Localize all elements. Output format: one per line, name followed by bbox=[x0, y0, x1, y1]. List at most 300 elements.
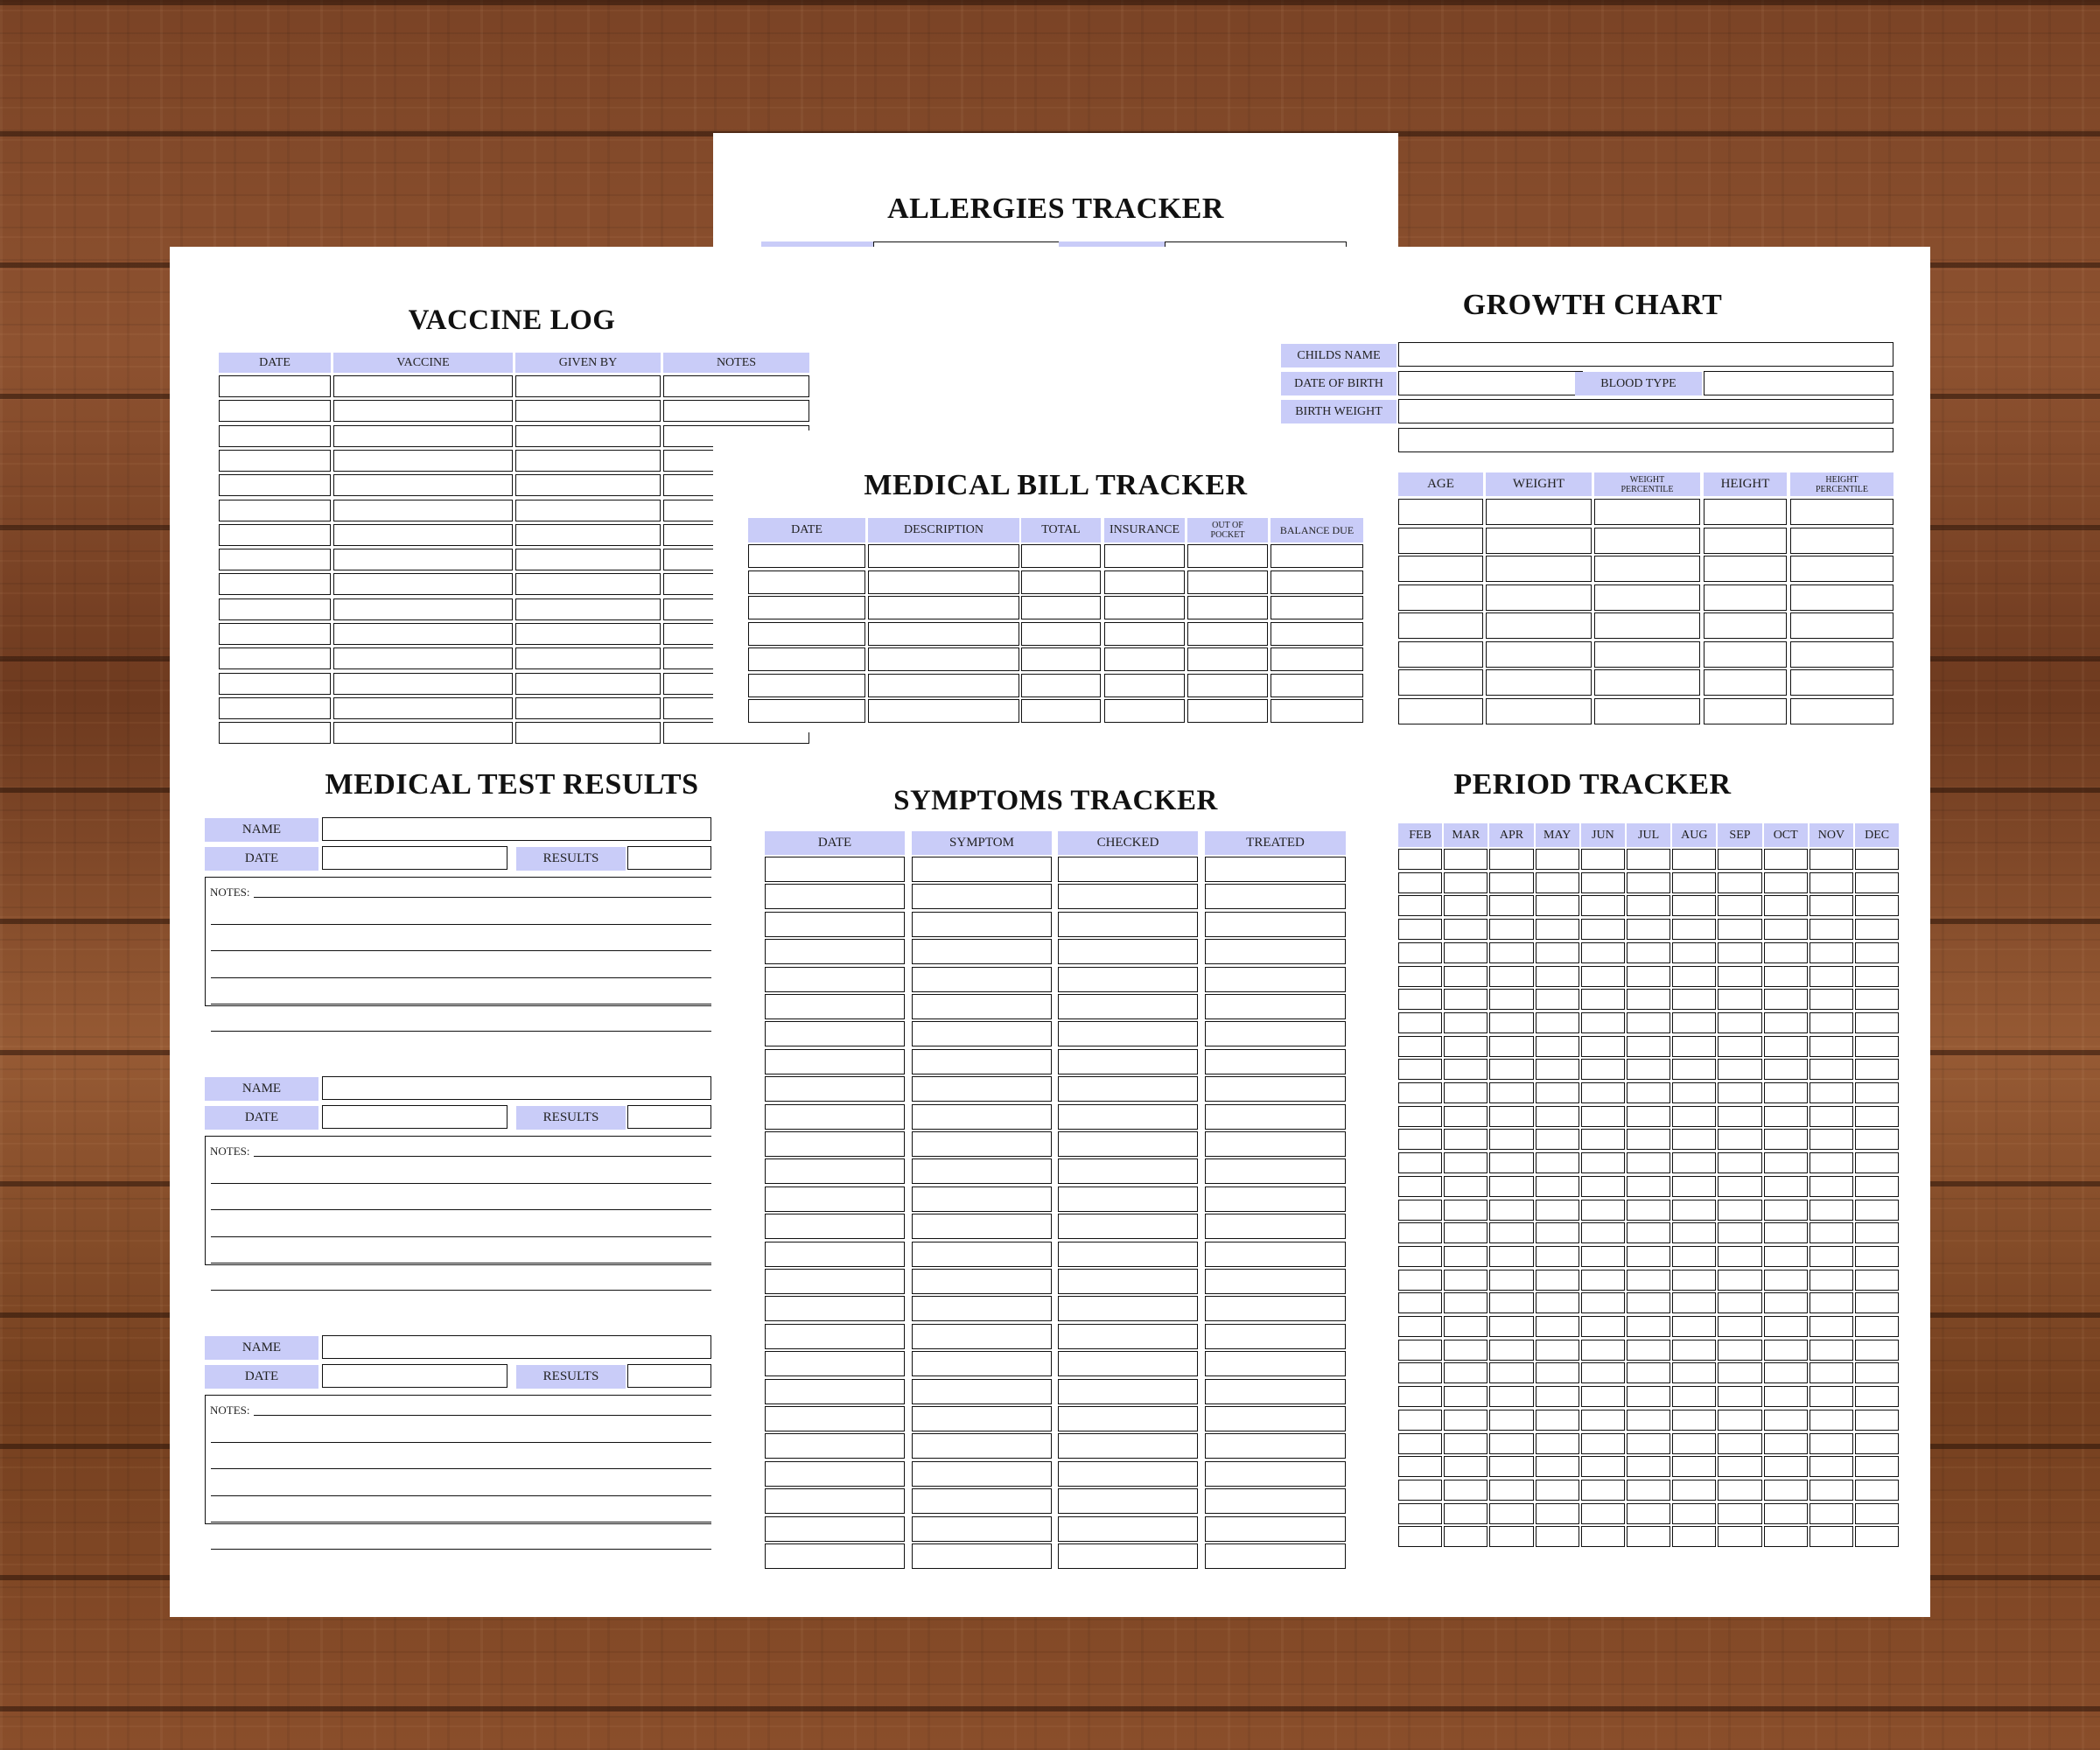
period-day-cell[interactable] bbox=[1581, 942, 1625, 963]
period-day-cell[interactable] bbox=[1855, 1129, 1899, 1150]
period-day-cell[interactable] bbox=[1672, 1036, 1716, 1057]
period-day-cell[interactable] bbox=[1672, 1386, 1716, 1407]
symptom-cell[interactable] bbox=[912, 857, 1052, 882]
period-day-cell[interactable] bbox=[1855, 1480, 1899, 1501]
period-day-cell[interactable] bbox=[1627, 849, 1670, 870]
symptom-cell[interactable] bbox=[1058, 1186, 1198, 1212]
period-day-cell[interactable] bbox=[1536, 1340, 1579, 1361]
growth-cell[interactable] bbox=[1594, 698, 1700, 724]
period-day-cell[interactable] bbox=[1855, 989, 1899, 1010]
period-day-cell[interactable] bbox=[1581, 1246, 1625, 1267]
period-day-cell[interactable] bbox=[1489, 1082, 1533, 1103]
symptom-cell[interactable] bbox=[1205, 1351, 1346, 1376]
period-day-cell[interactable] bbox=[1489, 1059, 1533, 1080]
bill-cell[interactable] bbox=[1187, 596, 1268, 620]
bill-cell[interactable] bbox=[748, 544, 865, 568]
bill-cell[interactable] bbox=[1021, 596, 1101, 620]
test-results-field[interactable] bbox=[627, 1105, 711, 1129]
period-day-cell[interactable] bbox=[1810, 1200, 1853, 1221]
bill-cell[interactable] bbox=[1270, 648, 1363, 671]
period-day-cell[interactable] bbox=[1718, 1386, 1761, 1407]
period-day-cell[interactable] bbox=[1536, 1386, 1579, 1407]
period-day-cell[interactable] bbox=[1718, 966, 1761, 987]
period-day-cell[interactable] bbox=[1627, 1316, 1670, 1337]
period-day-cell[interactable] bbox=[1718, 1456, 1761, 1477]
bill-cell[interactable] bbox=[1104, 699, 1185, 723]
period-day-cell[interactable] bbox=[1718, 989, 1761, 1010]
growth-cell[interactable] bbox=[1594, 528, 1700, 554]
period-day-cell[interactable] bbox=[1536, 1410, 1579, 1431]
period-day-cell[interactable] bbox=[1764, 1059, 1808, 1080]
symptom-cell[interactable] bbox=[912, 1214, 1052, 1239]
period-day-cell[interactable] bbox=[1764, 1386, 1808, 1407]
period-day-cell[interactable] bbox=[1810, 919, 1853, 940]
symptom-cell[interactable] bbox=[912, 1488, 1052, 1514]
period-day-cell[interactable] bbox=[1718, 1433, 1761, 1454]
symptom-cell[interactable] bbox=[912, 912, 1052, 937]
symptom-cell[interactable] bbox=[1058, 1488, 1198, 1514]
period-day-cell[interactable] bbox=[1536, 919, 1579, 940]
period-day-cell[interactable] bbox=[1444, 919, 1488, 940]
childs-name-field[interactable] bbox=[1398, 342, 1894, 367]
period-day-cell[interactable] bbox=[1581, 1152, 1625, 1173]
bill-cell[interactable] bbox=[1270, 596, 1363, 620]
period-day-cell[interactable] bbox=[1672, 1270, 1716, 1291]
period-day-cell[interactable] bbox=[1855, 919, 1899, 940]
period-day-cell[interactable] bbox=[1444, 1012, 1488, 1033]
symptom-cell[interactable] bbox=[1058, 1351, 1198, 1376]
period-day-cell[interactable] bbox=[1672, 1433, 1716, 1454]
period-day-cell[interactable] bbox=[1672, 1410, 1716, 1431]
period-day-cell[interactable] bbox=[1398, 942, 1442, 963]
period-day-cell[interactable] bbox=[1810, 1222, 1853, 1243]
period-day-cell[interactable] bbox=[1672, 942, 1716, 963]
period-day-cell[interactable] bbox=[1444, 849, 1488, 870]
period-day-cell[interactable] bbox=[1581, 919, 1625, 940]
symptom-cell[interactable] bbox=[1205, 1021, 1346, 1046]
vaccine-cell[interactable] bbox=[515, 450, 661, 472]
period-day-cell[interactable] bbox=[1810, 1059, 1853, 1080]
symptom-cell[interactable] bbox=[912, 1242, 1052, 1267]
period-day-cell[interactable] bbox=[1398, 966, 1442, 987]
period-day-cell[interactable] bbox=[1398, 1200, 1442, 1221]
period-day-cell[interactable] bbox=[1398, 1129, 1442, 1150]
vaccine-cell[interactable] bbox=[333, 450, 513, 472]
period-day-cell[interactable] bbox=[1764, 1410, 1808, 1431]
symptom-cell[interactable] bbox=[912, 1544, 1052, 1569]
growth-cell[interactable] bbox=[1594, 612, 1700, 639]
vaccine-cell[interactable] bbox=[515, 474, 661, 496]
vaccine-cell[interactable] bbox=[663, 400, 809, 422]
vaccine-cell[interactable] bbox=[515, 573, 661, 595]
period-day-cell[interactable] bbox=[1855, 1200, 1899, 1221]
period-day-cell[interactable] bbox=[1764, 966, 1808, 987]
symptom-cell[interactable] bbox=[765, 1488, 905, 1514]
vaccine-cell[interactable] bbox=[219, 425, 331, 447]
growth-cell[interactable] bbox=[1790, 669, 1894, 696]
symptom-cell[interactable] bbox=[765, 994, 905, 1019]
period-day-cell[interactable] bbox=[1627, 1362, 1670, 1383]
period-day-cell[interactable] bbox=[1718, 1152, 1761, 1173]
test-date-field[interactable] bbox=[322, 1105, 508, 1129]
bill-cell[interactable] bbox=[748, 648, 865, 671]
symptom-cell[interactable] bbox=[765, 1104, 905, 1130]
symptom-cell[interactable] bbox=[1205, 1461, 1346, 1487]
symptom-cell[interactable] bbox=[765, 857, 905, 882]
period-day-cell[interactable] bbox=[1764, 1200, 1808, 1221]
period-day-cell[interactable] bbox=[1672, 1200, 1716, 1221]
bill-cell[interactable] bbox=[868, 674, 1019, 697]
period-day-cell[interactable] bbox=[1489, 1456, 1533, 1477]
period-day-cell[interactable] bbox=[1672, 1246, 1716, 1267]
period-day-cell[interactable] bbox=[1444, 1036, 1488, 1057]
period-day-cell[interactable] bbox=[1810, 1036, 1853, 1057]
period-day-cell[interactable] bbox=[1855, 1222, 1899, 1243]
growth-cell[interactable] bbox=[1486, 584, 1592, 611]
symptom-cell[interactable] bbox=[912, 1049, 1052, 1074]
period-day-cell[interactable] bbox=[1718, 1340, 1761, 1361]
period-day-cell[interactable] bbox=[1672, 1106, 1716, 1127]
period-day-cell[interactable] bbox=[1581, 1340, 1625, 1361]
symptom-cell[interactable] bbox=[1205, 884, 1346, 909]
period-day-cell[interactable] bbox=[1627, 1480, 1670, 1501]
vaccine-cell[interactable] bbox=[333, 474, 513, 496]
symptom-cell[interactable] bbox=[1058, 1461, 1198, 1487]
period-day-cell[interactable] bbox=[1627, 1456, 1670, 1477]
symptom-cell[interactable] bbox=[912, 1406, 1052, 1432]
period-day-cell[interactable] bbox=[1810, 849, 1853, 870]
period-day-cell[interactable] bbox=[1398, 1526, 1442, 1547]
period-day-cell[interactable] bbox=[1398, 1082, 1442, 1103]
symptom-cell[interactable] bbox=[765, 884, 905, 909]
period-day-cell[interactable] bbox=[1444, 872, 1488, 893]
symptom-cell[interactable] bbox=[1058, 1433, 1198, 1459]
period-day-cell[interactable] bbox=[1718, 1200, 1761, 1221]
period-day-cell[interactable] bbox=[1672, 1362, 1716, 1383]
symptom-cell[interactable] bbox=[765, 1324, 905, 1349]
period-day-cell[interactable] bbox=[1627, 966, 1670, 987]
period-day-cell[interactable] bbox=[1489, 942, 1533, 963]
period-day-cell[interactable] bbox=[1810, 872, 1853, 893]
vaccine-cell[interactable] bbox=[219, 697, 331, 719]
period-day-cell[interactable] bbox=[1855, 1082, 1899, 1103]
bill-cell[interactable] bbox=[1187, 544, 1268, 568]
vaccine-cell[interactable] bbox=[219, 474, 331, 496]
period-day-cell[interactable] bbox=[1489, 1433, 1533, 1454]
bill-cell[interactable] bbox=[1187, 674, 1268, 697]
period-day-cell[interactable] bbox=[1444, 1480, 1488, 1501]
period-day-cell[interactable] bbox=[1489, 895, 1533, 916]
vaccine-cell[interactable] bbox=[515, 697, 661, 719]
symptom-cell[interactable] bbox=[912, 1516, 1052, 1542]
test-name-field[interactable] bbox=[322, 1335, 711, 1359]
period-day-cell[interactable] bbox=[1489, 1362, 1533, 1383]
test-date-field[interactable] bbox=[322, 1364, 508, 1388]
vaccine-cell[interactable] bbox=[219, 648, 331, 669]
vaccine-cell[interactable] bbox=[219, 722, 331, 744]
symptom-cell[interactable] bbox=[1058, 1544, 1198, 1569]
growth-cell[interactable] bbox=[1790, 584, 1894, 611]
period-day-cell[interactable] bbox=[1536, 849, 1579, 870]
vaccine-cell[interactable] bbox=[515, 648, 661, 669]
symptom-cell[interactable] bbox=[765, 1214, 905, 1239]
symptom-cell[interactable] bbox=[765, 1461, 905, 1487]
period-day-cell[interactable] bbox=[1398, 1012, 1442, 1033]
period-day-cell[interactable] bbox=[1536, 1362, 1579, 1383]
bill-cell[interactable] bbox=[1187, 622, 1268, 646]
period-day-cell[interactable] bbox=[1764, 1480, 1808, 1501]
period-day-cell[interactable] bbox=[1718, 1176, 1761, 1197]
period-day-cell[interactable] bbox=[1398, 1362, 1442, 1383]
growth-cell[interactable] bbox=[1594, 584, 1700, 611]
growth-cell[interactable] bbox=[1790, 499, 1894, 525]
symptom-cell[interactable] bbox=[765, 1351, 905, 1376]
period-day-cell[interactable] bbox=[1581, 1270, 1625, 1291]
period-day-cell[interactable] bbox=[1489, 1129, 1533, 1150]
period-day-cell[interactable] bbox=[1718, 1270, 1761, 1291]
bill-cell[interactable] bbox=[1021, 674, 1101, 697]
period-day-cell[interactable] bbox=[1672, 1480, 1716, 1501]
symptom-cell[interactable] bbox=[765, 1076, 905, 1102]
period-day-cell[interactable] bbox=[1444, 1152, 1488, 1173]
period-day-cell[interactable] bbox=[1672, 872, 1716, 893]
symptom-cell[interactable] bbox=[912, 1131, 1052, 1157]
period-day-cell[interactable] bbox=[1810, 1503, 1853, 1524]
period-day-cell[interactable] bbox=[1581, 1082, 1625, 1103]
vaccine-cell[interactable] bbox=[333, 648, 513, 669]
symptom-cell[interactable] bbox=[1058, 912, 1198, 937]
symptom-cell[interactable] bbox=[1205, 1379, 1346, 1404]
period-day-cell[interactable] bbox=[1536, 1433, 1579, 1454]
period-day-cell[interactable] bbox=[1398, 919, 1442, 940]
period-day-cell[interactable] bbox=[1489, 1480, 1533, 1501]
vaccine-cell[interactable] bbox=[515, 722, 661, 744]
period-day-cell[interactable] bbox=[1718, 895, 1761, 916]
bill-cell[interactable] bbox=[1104, 596, 1185, 620]
growth-cell[interactable] bbox=[1486, 612, 1592, 639]
period-day-cell[interactable] bbox=[1810, 1386, 1853, 1407]
period-day-cell[interactable] bbox=[1810, 1176, 1853, 1197]
period-day-cell[interactable] bbox=[1581, 1316, 1625, 1337]
period-day-cell[interactable] bbox=[1855, 1386, 1899, 1407]
period-day-cell[interactable] bbox=[1855, 966, 1899, 987]
symptom-cell[interactable] bbox=[1205, 1076, 1346, 1102]
vaccine-cell[interactable] bbox=[333, 425, 513, 447]
vaccine-cell[interactable] bbox=[333, 500, 513, 522]
symptom-cell[interactable] bbox=[1058, 1214, 1198, 1239]
period-day-cell[interactable] bbox=[1672, 1129, 1716, 1150]
period-day-cell[interactable] bbox=[1672, 849, 1716, 870]
symptom-cell[interactable] bbox=[912, 967, 1052, 992]
period-day-cell[interactable] bbox=[1581, 1386, 1625, 1407]
growth-cell[interactable] bbox=[1704, 698, 1787, 724]
symptom-cell[interactable] bbox=[1205, 1131, 1346, 1157]
period-day-cell[interactable] bbox=[1398, 989, 1442, 1010]
symptom-cell[interactable] bbox=[1205, 1488, 1346, 1514]
vaccine-cell[interactable] bbox=[515, 400, 661, 422]
bill-cell[interactable] bbox=[1187, 648, 1268, 671]
bill-cell[interactable] bbox=[1021, 699, 1101, 723]
period-day-cell[interactable] bbox=[1764, 1176, 1808, 1197]
period-day-cell[interactable] bbox=[1398, 1059, 1442, 1080]
period-day-cell[interactable] bbox=[1855, 1410, 1899, 1431]
period-day-cell[interactable] bbox=[1398, 1222, 1442, 1243]
period-day-cell[interactable] bbox=[1536, 1503, 1579, 1524]
period-day-cell[interactable] bbox=[1672, 1292, 1716, 1313]
date-of-birth-field[interactable] bbox=[1398, 371, 1583, 396]
period-day-cell[interactable] bbox=[1718, 1246, 1761, 1267]
period-day-cell[interactable] bbox=[1764, 1316, 1808, 1337]
birth-weight-field[interactable] bbox=[1398, 399, 1894, 424]
period-day-cell[interactable] bbox=[1672, 1176, 1716, 1197]
period-day-cell[interactable] bbox=[1810, 1270, 1853, 1291]
period-day-cell[interactable] bbox=[1536, 1526, 1579, 1547]
growth-cell[interactable] bbox=[1486, 698, 1592, 724]
period-day-cell[interactable] bbox=[1581, 1036, 1625, 1057]
period-day-cell[interactable] bbox=[1855, 849, 1899, 870]
period-day-cell[interactable] bbox=[1536, 1456, 1579, 1477]
bill-cell[interactable] bbox=[1187, 570, 1268, 594]
vaccine-cell[interactable] bbox=[219, 623, 331, 645]
period-day-cell[interactable] bbox=[1489, 1503, 1533, 1524]
symptom-cell[interactable] bbox=[912, 1021, 1052, 1046]
growth-cell[interactable] bbox=[1398, 528, 1483, 554]
period-day-cell[interactable] bbox=[1444, 1106, 1488, 1127]
period-day-cell[interactable] bbox=[1855, 1503, 1899, 1524]
symptom-cell[interactable] bbox=[912, 1379, 1052, 1404]
period-day-cell[interactable] bbox=[1672, 1503, 1716, 1524]
period-day-cell[interactable] bbox=[1444, 1503, 1488, 1524]
period-day-cell[interactable] bbox=[1627, 1012, 1670, 1033]
period-day-cell[interactable] bbox=[1627, 989, 1670, 1010]
period-day-cell[interactable] bbox=[1581, 1480, 1625, 1501]
period-day-cell[interactable] bbox=[1810, 1106, 1853, 1127]
period-day-cell[interactable] bbox=[1581, 1503, 1625, 1524]
period-day-cell[interactable] bbox=[1536, 1129, 1579, 1150]
period-day-cell[interactable] bbox=[1398, 1036, 1442, 1057]
period-day-cell[interactable] bbox=[1764, 895, 1808, 916]
period-day-cell[interactable] bbox=[1764, 1362, 1808, 1383]
period-day-cell[interactable] bbox=[1855, 1036, 1899, 1057]
vaccine-cell[interactable] bbox=[333, 673, 513, 695]
period-day-cell[interactable] bbox=[1855, 942, 1899, 963]
symptom-cell[interactable] bbox=[1205, 967, 1346, 992]
period-day-cell[interactable] bbox=[1489, 1292, 1533, 1313]
bill-cell[interactable] bbox=[1021, 544, 1101, 568]
period-day-cell[interactable] bbox=[1627, 1433, 1670, 1454]
test-date-field[interactable] bbox=[322, 846, 508, 870]
period-day-cell[interactable] bbox=[1810, 966, 1853, 987]
period-day-cell[interactable] bbox=[1398, 1410, 1442, 1431]
vaccine-cell[interactable] bbox=[333, 722, 513, 744]
test-name-field[interactable] bbox=[322, 1076, 711, 1100]
period-day-cell[interactable] bbox=[1764, 1152, 1808, 1173]
period-day-cell[interactable] bbox=[1444, 895, 1488, 916]
period-day-cell[interactable] bbox=[1444, 966, 1488, 987]
period-day-cell[interactable] bbox=[1855, 1106, 1899, 1127]
period-day-cell[interactable] bbox=[1536, 1059, 1579, 1080]
period-day-cell[interactable] bbox=[1398, 1480, 1442, 1501]
period-day-cell[interactable] bbox=[1718, 1410, 1761, 1431]
bill-cell[interactable] bbox=[1187, 699, 1268, 723]
vaccine-cell[interactable] bbox=[515, 673, 661, 695]
period-day-cell[interactable] bbox=[1444, 1433, 1488, 1454]
period-day-cell[interactable] bbox=[1627, 1106, 1670, 1127]
growth-cell[interactable] bbox=[1594, 669, 1700, 696]
period-day-cell[interactable] bbox=[1489, 1316, 1533, 1337]
symptom-cell[interactable] bbox=[1205, 1049, 1346, 1074]
period-day-cell[interactable] bbox=[1444, 1362, 1488, 1383]
symptom-cell[interactable] bbox=[1058, 1379, 1198, 1404]
vaccine-cell[interactable] bbox=[219, 673, 331, 695]
period-day-cell[interactable] bbox=[1398, 1340, 1442, 1361]
period-day-cell[interactable] bbox=[1581, 1456, 1625, 1477]
period-day-cell[interactable] bbox=[1672, 1059, 1716, 1080]
period-day-cell[interactable] bbox=[1489, 989, 1533, 1010]
period-day-cell[interactable] bbox=[1810, 942, 1853, 963]
period-day-cell[interactable] bbox=[1444, 1200, 1488, 1221]
symptom-cell[interactable] bbox=[1058, 1104, 1198, 1130]
symptom-cell[interactable] bbox=[765, 1379, 905, 1404]
growth-cell[interactable] bbox=[1398, 698, 1483, 724]
vaccine-cell[interactable] bbox=[515, 425, 661, 447]
period-day-cell[interactable] bbox=[1810, 1292, 1853, 1313]
period-day-cell[interactable] bbox=[1444, 1456, 1488, 1477]
bill-cell[interactable] bbox=[868, 699, 1019, 723]
symptom-cell[interactable] bbox=[1058, 1406, 1198, 1432]
period-day-cell[interactable] bbox=[1489, 1176, 1533, 1197]
period-day-cell[interactable] bbox=[1764, 1246, 1808, 1267]
growth-cell[interactable] bbox=[1704, 556, 1787, 582]
symptom-cell[interactable] bbox=[912, 1324, 1052, 1349]
period-day-cell[interactable] bbox=[1718, 849, 1761, 870]
period-day-cell[interactable] bbox=[1718, 1526, 1761, 1547]
period-day-cell[interactable] bbox=[1398, 1292, 1442, 1313]
symptom-cell[interactable] bbox=[765, 1406, 905, 1432]
symptom-cell[interactable] bbox=[912, 1351, 1052, 1376]
bill-cell[interactable] bbox=[748, 596, 865, 620]
period-day-cell[interactable] bbox=[1627, 1036, 1670, 1057]
symptom-cell[interactable] bbox=[1205, 1544, 1346, 1569]
period-day-cell[interactable] bbox=[1764, 1340, 1808, 1361]
symptom-cell[interactable] bbox=[1205, 1516, 1346, 1542]
period-day-cell[interactable] bbox=[1718, 1503, 1761, 1524]
period-day-cell[interactable] bbox=[1855, 1246, 1899, 1267]
period-day-cell[interactable] bbox=[1581, 1410, 1625, 1431]
period-day-cell[interactable] bbox=[1581, 1526, 1625, 1547]
symptom-cell[interactable] bbox=[912, 1104, 1052, 1130]
period-day-cell[interactable] bbox=[1718, 1012, 1761, 1033]
period-day-cell[interactable] bbox=[1627, 1082, 1670, 1103]
period-day-cell[interactable] bbox=[1444, 1059, 1488, 1080]
period-day-cell[interactable] bbox=[1536, 942, 1579, 963]
bill-cell[interactable] bbox=[1021, 570, 1101, 594]
period-day-cell[interactable] bbox=[1672, 1316, 1716, 1337]
period-day-cell[interactable] bbox=[1398, 1106, 1442, 1127]
symptom-cell[interactable] bbox=[912, 994, 1052, 1019]
vaccine-cell[interactable] bbox=[333, 697, 513, 719]
period-day-cell[interactable] bbox=[1398, 895, 1442, 916]
period-day-cell[interactable] bbox=[1489, 1340, 1533, 1361]
period-day-cell[interactable] bbox=[1536, 1316, 1579, 1337]
period-day-cell[interactable] bbox=[1718, 942, 1761, 963]
growth-cell[interactable] bbox=[1594, 499, 1700, 525]
period-day-cell[interactable] bbox=[1672, 966, 1716, 987]
vaccine-cell[interactable] bbox=[219, 598, 331, 620]
period-day-cell[interactable] bbox=[1489, 1200, 1533, 1221]
symptom-cell[interactable] bbox=[912, 1186, 1052, 1212]
growth-cell[interactable] bbox=[1790, 556, 1894, 582]
